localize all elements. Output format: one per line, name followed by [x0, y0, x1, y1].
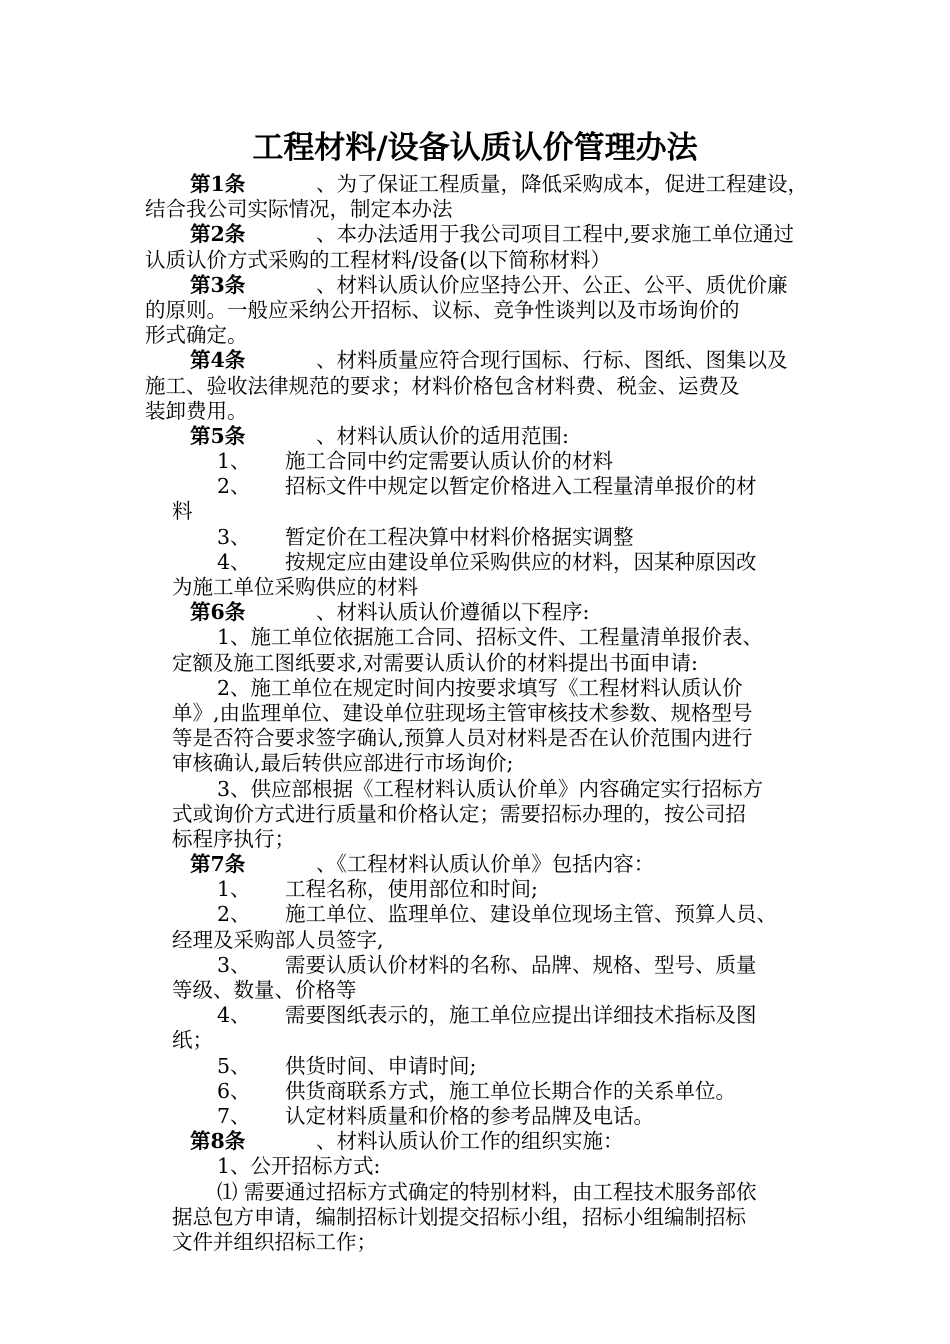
continuation-text: 认质认价方式采购的工程材料/设备(以下简称材料） — [145, 247, 611, 272]
text-line — [145, 399, 825, 424]
article-number: 第8条 — [190, 1129, 246, 1154]
text-line — [145, 1054, 825, 1079]
item-number: 5、 — [217, 1053, 251, 1078]
item-text: 按规定应由建设单位采购供应的材料，因某种原因改 — [285, 549, 757, 574]
continuation-text: 为施工单位采购供应的材料 — [172, 575, 418, 599]
item-text: 施工单位、监理单位、建设单位现场主管、预算人员、 — [285, 902, 777, 927]
continuation-text: 装卸费用。 — [145, 398, 248, 423]
text-line — [145, 1028, 825, 1053]
text-line — [145, 449, 825, 474]
text-line — [145, 550, 825, 575]
text-line — [145, 1205, 825, 1230]
text-line — [145, 499, 825, 524]
item-number: 1、 — [217, 449, 251, 474]
text-line — [145, 273, 825, 298]
text-line — [145, 374, 825, 399]
text-line — [145, 777, 825, 802]
text-line — [145, 928, 825, 953]
text-line — [145, 525, 825, 550]
text-line — [145, 248, 825, 273]
text-line — [145, 298, 825, 323]
text-line — [145, 676, 825, 701]
continuation-text: 等是否符合要求签字确认,预算人员对材料是否在认价范围内进行 — [172, 726, 753, 751]
item-text: 工程名称，使用部位和时间; — [285, 877, 538, 902]
article-text: 、材料认质认价的适用范围: — [316, 423, 569, 448]
continuation-text: 的原则。一般应采纳公开招标、议标、竞争性谈判以及市场询价的 — [145, 297, 740, 322]
text-line — [145, 424, 825, 449]
text-line — [145, 197, 825, 222]
text-line — [145, 726, 825, 751]
text-line — [145, 1180, 825, 1205]
text-line — [145, 651, 825, 676]
text-line — [145, 827, 825, 852]
text-line — [145, 852, 825, 877]
text-line — [145, 953, 825, 978]
item-number: 4、 — [217, 1003, 251, 1028]
item-text: ⑴ 需要通过招标方式确定的特别材料，由工程技术服务部依 — [217, 1179, 757, 1204]
article-text: 、材料认质认价工作的组织实施： — [316, 1129, 624, 1154]
item-text: 认定材料质量和价格的参考品牌及电话。 — [285, 1103, 654, 1128]
item-text: 需要图纸表示的，施工单位应提出详细技术指标及图 — [285, 1003, 757, 1028]
item-text: 招标文件中规定以暂定价格进入工程量清单报价的材 — [285, 474, 757, 499]
text-line — [145, 1154, 825, 1179]
item-number: 2、 — [217, 474, 251, 499]
text-line — [145, 323, 825, 348]
continuation-text: 纸； — [172, 1028, 213, 1053]
article-number: 第3条 — [190, 272, 246, 297]
article-text: 、本办法适用于我公司项目工程中,要求施工单位通过 — [316, 222, 795, 247]
continuation-text: 审核确认,最后转供应部进行市场询价; — [172, 751, 514, 776]
continuation-text: 料 — [172, 499, 193, 524]
item-number: 2、 — [217, 902, 251, 927]
article-text: 、为了保证工程质量，降低采购成本，促进工程建设， — [316, 172, 808, 196]
item-number: 7、 — [217, 1103, 251, 1128]
article-number: 第6条 — [190, 600, 246, 625]
text-line — [145, 348, 825, 373]
text-line — [145, 877, 825, 902]
text-line — [145, 474, 825, 499]
text-line — [145, 222, 825, 247]
text-line — [145, 1003, 825, 1028]
item-number: 4、 — [217, 549, 251, 574]
article-number: 第5条 — [190, 423, 246, 448]
continuation-text: 结合我公司实际情况，制定本办法 — [145, 197, 453, 222]
text-line — [145, 172, 825, 197]
article-number: 第4条 — [190, 348, 246, 373]
item-text: 1、施工单位依据施工合同、招标文件、工程量清单报价表、 — [217, 625, 764, 650]
item-text: 3、供应部根据《工程材料认质认价单》内容确定实行招标方 — [217, 776, 764, 801]
text-line — [145, 1129, 825, 1154]
continuation-text: 文件并组织招标工作； — [172, 1229, 377, 1254]
document-body — [145, 172, 825, 1255]
continuation-text: 施工、验收法律规范的要求；材料价格包含材料费、税金、运费及 — [145, 373, 740, 398]
article-text: 、材料认质认价遵循以下程序: — [316, 600, 590, 625]
text-line — [145, 701, 825, 726]
item-number: 6、 — [217, 1078, 251, 1103]
continuation-text: 形式确定。 — [145, 323, 248, 348]
article-text: 、材料质量应符合现行国标、行标、图纸、图集以及 — [316, 348, 788, 373]
item-text: 供货时间、申请时间; — [285, 1053, 477, 1078]
article-number: 第2条 — [190, 222, 246, 247]
continuation-text: 经理及采购部人员签字, — [172, 927, 384, 952]
item-text: 供货商联系方式，施工单位长期合作的关系单位。 — [285, 1078, 736, 1103]
item-text: 施工合同中约定需要认质认价的材料 — [285, 449, 613, 474]
item-text: 2、施工单位在规定时间内按要求填写《工程材料认质认价 — [217, 675, 743, 700]
item-number: 3、 — [217, 524, 251, 549]
article-text: 、《工程材料认质认价单》包括内容： — [316, 852, 655, 877]
item-text: 需要认质认价材料的名称、品牌、规格、型号、质量 — [285, 952, 757, 977]
item-text: 暂定价在工程决算中材料价格据实调整 — [285, 524, 634, 549]
text-line — [145, 1104, 825, 1129]
text-line — [145, 1230, 825, 1255]
article-number: 第7条 — [190, 852, 246, 877]
text-line — [145, 1079, 825, 1104]
text-line — [145, 751, 825, 776]
page-title: 工程材料/设备认质认价管理办法 — [252, 130, 698, 166]
continuation-text: 定额及施工图纸要求,对需要认质认价的材料提出书面申请: — [172, 650, 698, 675]
continuation-text: 等级、数量、价格等 — [172, 978, 357, 1002]
item-text: 1、公开招标方式: — [217, 1154, 381, 1179]
text-line — [145, 600, 825, 625]
text-line — [145, 802, 825, 827]
continuation-text: 标程序执行； — [172, 826, 295, 851]
text-line — [145, 625, 825, 650]
text-line — [145, 902, 825, 927]
continuation-text: 式或询价方式进行质量和价格认定；需要招标办理的，按公司招 — [172, 801, 746, 826]
article-number: 第1条 — [190, 172, 246, 196]
text-line — [145, 978, 825, 1003]
item-number: 1、 — [217, 877, 251, 902]
continuation-text: 单》,由监理单位、建设单位驻现场主管审核技术参数、规格型号 — [172, 700, 753, 725]
text-line — [145, 575, 825, 600]
article-text: 、材料认质认价应坚持公开、公正、公平、质优价廉 — [316, 272, 788, 297]
item-number: 3、 — [217, 952, 251, 977]
continuation-text: 据总包方申请，编制招标计划提交招标小组，招标小组编制招标 — [172, 1204, 746, 1229]
